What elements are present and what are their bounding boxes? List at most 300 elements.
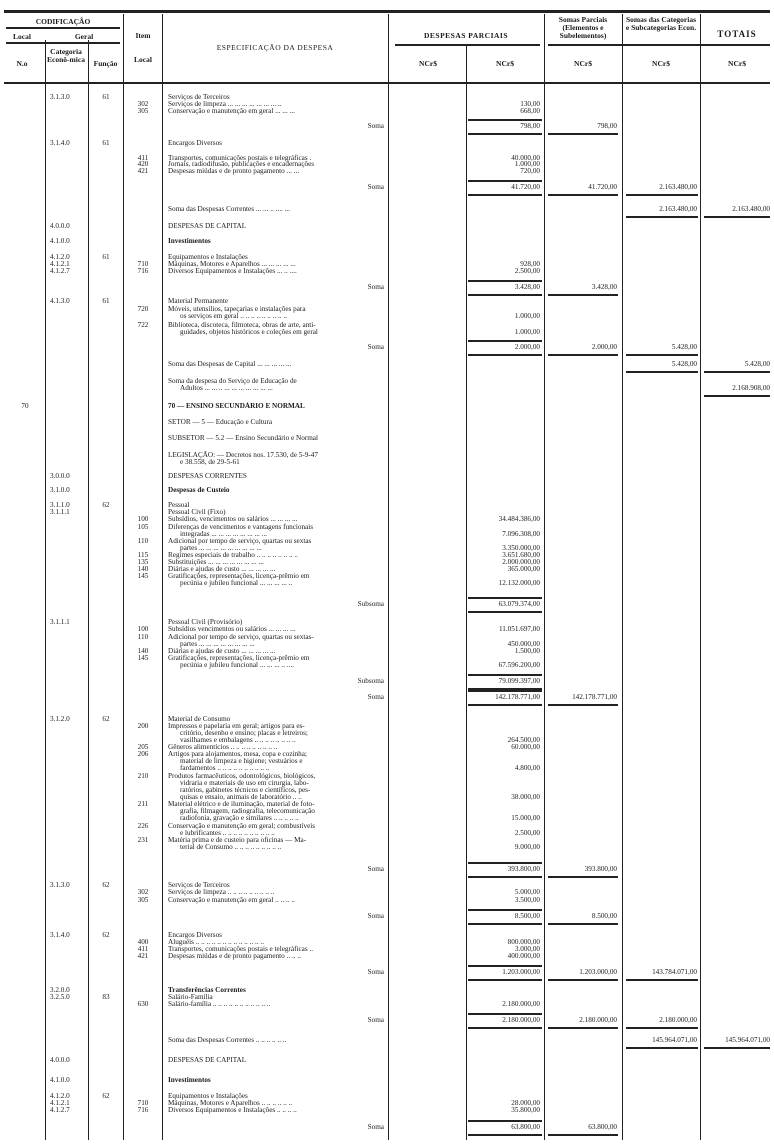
total-value: 5.428,00 xyxy=(744,360,770,368)
partial-expense-value: 142.178.771,00 xyxy=(495,693,540,701)
specification-text: ratórios, gabinetes técnicos e científicos, pes- xyxy=(180,786,311,794)
item-code: 716 xyxy=(137,1106,149,1114)
specification-text: Soma xyxy=(367,183,384,191)
partial-expense-value: 3.651.680,00 xyxy=(502,551,540,559)
partial-expense-value: 798,00 xyxy=(520,122,540,130)
sum-rule xyxy=(468,119,542,121)
sum-rule xyxy=(626,354,698,356)
specification-text: Subsoma xyxy=(357,677,384,685)
rule xyxy=(548,44,770,46)
specification-text: Salário-família .. .. .. .. .. .. .. .. .. .. .. xyxy=(168,1000,271,1008)
specification-text: Adultos ... ... .. ... ... ... ... ... ... ... xyxy=(180,384,273,392)
sum-rule xyxy=(548,1027,618,1029)
economic-category-code: 3.1.3.0 xyxy=(50,881,70,889)
sum-rule xyxy=(548,876,618,878)
specification-text: partes ... ... ... ... ... ... ... ... xyxy=(180,640,255,648)
currency-label: NCr$ xyxy=(496,59,514,68)
specification-text: DESPESAS DE CAPITAL xyxy=(168,1056,247,1064)
partial-expense-value: 9.000,00 xyxy=(514,843,540,851)
specification-text: Investimentos xyxy=(168,237,211,245)
sum-rule xyxy=(468,194,542,196)
sum-rule xyxy=(548,923,618,925)
economic-category-code: 3.1.2.0 xyxy=(50,715,70,723)
item-code: 302 xyxy=(137,100,149,108)
specification-text: fardamentos .. .. .. .. .. .. .. .. .. .. xyxy=(180,764,270,772)
partial-expense-value: 28.000,00 xyxy=(511,1099,540,1107)
sum-rule xyxy=(468,876,542,878)
sum-rule xyxy=(626,371,698,373)
partial-expense-value: 40.000,00 xyxy=(511,154,540,162)
specification-text: DESPESAS DE CAPITAL xyxy=(168,222,247,230)
item-code: 411 xyxy=(137,154,149,162)
specification-text: Serviços de limpeza ... ... ... ... ... ... ... .. xyxy=(168,100,282,108)
header-item-local: Local xyxy=(134,55,152,64)
rule xyxy=(6,42,120,44)
item-code: 710 xyxy=(137,1099,149,1107)
partial-sum-value: 63.800,00 xyxy=(588,1123,617,1131)
specification-text: DESPESAS CORRENTES xyxy=(168,472,247,480)
column-rule xyxy=(162,14,163,1140)
economic-category-code: 4.0.0.0 xyxy=(50,222,70,230)
economic-category-code: 3.1.1.0 xyxy=(50,501,70,509)
sum-rule xyxy=(468,909,542,911)
specification-text: SUBSETOR — 5.2 — Ensino Secundário e Normal xyxy=(168,434,318,442)
item-code: 210 xyxy=(137,772,149,780)
item-code: 205 xyxy=(137,743,149,751)
specification-text: partes ... ... ... ... ... ... ... ... ... xyxy=(180,544,262,552)
economic-category-code: 3.1.1.1 xyxy=(50,618,70,626)
specification-text: Máquinas, Motores e Aparelhos ... ... ... ... ... xyxy=(168,260,296,268)
partial-sum-value: 798,00 xyxy=(597,122,617,130)
economic-category-code: 3.1.0.0 xyxy=(50,486,70,494)
sum-rule xyxy=(468,1027,542,1029)
partial-expense-value: 2.180.000,00 xyxy=(502,1016,540,1024)
total-value: 2.163.480,00 xyxy=(732,205,770,213)
header-bottom-rule xyxy=(4,82,770,84)
sum-rule xyxy=(468,690,542,692)
sum-rule xyxy=(468,862,542,864)
currency-label: NCr$ xyxy=(419,59,437,68)
specification-text: Transportes, comunicações postais e telegráficas . xyxy=(168,154,312,162)
currency-label: NCr$ xyxy=(728,59,746,68)
item-code: 115 xyxy=(137,551,149,559)
category-sum-value: 2.163.480,00 xyxy=(659,205,697,213)
total-value: 145.964.071,00 xyxy=(725,1036,770,1044)
item-code: 100 xyxy=(137,515,149,523)
partial-expense-value: 35.800,00 xyxy=(511,1106,540,1114)
item-code: 400 xyxy=(137,938,149,946)
header-codificacao: CODIFICAÇÃO xyxy=(35,17,91,26)
item-code: 135 xyxy=(137,558,149,566)
specification-text: Gratificações, representações, licença-prêmio em xyxy=(168,572,310,580)
function-code: 61 xyxy=(102,139,110,147)
partial-expense-value: 1.000,00 xyxy=(514,160,540,168)
specification-text: Serviços de Terceiros xyxy=(168,881,230,889)
specification-text: Pessoal Civil (Provisório) xyxy=(168,618,243,626)
partial-expense-value: 130,00 xyxy=(520,100,540,108)
item-code: 110 xyxy=(137,537,149,545)
specification-text: Diversos Equipamentos e Instalações .. .. .. .. xyxy=(168,1106,297,1114)
item-code: 200 xyxy=(137,722,149,730)
partial-expense-value: 2.500,00 xyxy=(514,829,540,837)
currency-label: NCr$ xyxy=(652,59,670,68)
partial-sum-value: 142.178.771,00 xyxy=(572,693,617,701)
specification-text: Soma xyxy=(367,122,384,130)
specification-text: Subsídios, vencimentos ou salários ... ... ... ... xyxy=(168,515,298,523)
economic-category-code: 4.1.3.0 xyxy=(50,297,70,305)
specification-text: Equipamentos e Instalações xyxy=(168,253,248,261)
partial-sum-value: 393.800,00 xyxy=(584,865,617,873)
specification-text: Despesas miúdas e de pronto pagamento ... ... xyxy=(168,167,300,175)
economic-category-code: 4.1.2.7 xyxy=(50,267,70,275)
sum-rule xyxy=(626,1027,698,1029)
item-code: 420 xyxy=(137,160,149,168)
specification-text: Diversos Equipamentos e Instalações ... .. .... xyxy=(168,267,297,275)
top-rule xyxy=(4,10,770,13)
item-code: 630 xyxy=(137,1000,149,1008)
economic-category-code: 3.1.4.0 xyxy=(50,139,70,147)
partial-expense-value: 5.000,00 xyxy=(514,888,540,896)
specification-text: Biblioteca, discoteca, filmoteca, obras de arte, anti- xyxy=(168,321,316,329)
specification-text: Conservação e manutenção em geral ... ... ... xyxy=(168,107,295,115)
item-code: 145 xyxy=(137,654,149,662)
specification-text: Pessoal Civil (Fixo) xyxy=(168,508,226,516)
partial-expense-value: 63.800,00 xyxy=(511,1123,540,1131)
partial-expense-value: 2.000,00 xyxy=(514,343,540,351)
function-code: 62 xyxy=(102,715,110,723)
sum-rule xyxy=(468,280,542,282)
partial-expense-value: 3.350.000,00 xyxy=(502,544,540,552)
category-sum-value: 2.180.000,00 xyxy=(659,1016,697,1024)
specification-text: Matéria prima e de custeio para oficinas — Ma- xyxy=(168,836,307,844)
specification-text: Adicional por tempo de serviço, quartas ou sextas- xyxy=(168,633,314,641)
specification-text: Diárias e ajudas de custo ... ... ... ... ... xyxy=(168,647,276,655)
partial-sum-value: 2.180.000,00 xyxy=(579,1016,617,1024)
category-sum-value: 5.428,00 xyxy=(671,360,697,368)
column-rule xyxy=(700,14,701,1140)
economic-category-code: 4.1.2.1 xyxy=(50,260,70,268)
specification-text: vidraria e materiais de uso em cirurgia, labo- xyxy=(180,779,309,787)
partial-expense-value: 365.000,00 xyxy=(507,565,540,573)
header-funcao: Função xyxy=(93,59,118,68)
sum-rule xyxy=(548,704,618,706)
item-code: 100 xyxy=(137,625,149,633)
header-despesas-parciais: DESPESAS PARCIAIS xyxy=(423,31,508,40)
sum-rule xyxy=(468,1120,542,1122)
specification-text: Material Permanente xyxy=(168,297,229,305)
sum-rule xyxy=(468,979,542,981)
specification-text: Artigos para alojamentos, mesa, copa e cozinha; xyxy=(168,750,307,758)
specification-text: Jornais, radiodifusão, publicações e encadernações xyxy=(168,160,315,168)
specification-text: Máquinas, Motores e Aparelhos .. .. .. .. .. .. xyxy=(168,1099,293,1107)
sum-rule xyxy=(704,1047,770,1049)
specification-text: SETOR — 5 — Educação e Cultura xyxy=(168,418,273,426)
item-code: 211 xyxy=(137,800,149,808)
sum-rule xyxy=(468,1013,542,1015)
economic-category-code: 3.0.0.0 xyxy=(50,472,70,480)
sum-rule xyxy=(704,216,770,218)
economic-category-code: 3.1.3.0 xyxy=(50,93,70,101)
function-code: 62 xyxy=(102,881,110,889)
partial-expense-value: 12.132.000,00 xyxy=(498,579,540,587)
category-sum-value: 2.163.480,00 xyxy=(659,183,697,191)
partial-expense-value: 2.180.000,00 xyxy=(502,1000,540,1008)
item-code: 305 xyxy=(137,896,149,904)
specification-text: Diferenças de vencimentos e vantagens funcionais xyxy=(168,523,314,531)
column-rule xyxy=(123,14,124,1140)
economic-category-code: 4.1.2.1 xyxy=(50,1099,70,1107)
specification-text: material de limpeza e higiene; vestuários e xyxy=(180,757,303,765)
sum-rule xyxy=(468,340,542,342)
sum-rule xyxy=(548,979,618,981)
partial-expense-value: 2.000.000,00 xyxy=(502,558,540,566)
function-code: 61 xyxy=(102,297,110,305)
specification-text: quisas e ensaio, animais de laboratório .. .. xyxy=(180,793,302,801)
specification-text: Soma xyxy=(367,1016,384,1024)
specification-text: Soma das Despesas de Capital ... ... ... ... ... xyxy=(168,360,292,368)
partial-expense-value: 3.000,00 xyxy=(514,945,540,953)
item-code: 411 xyxy=(137,945,149,953)
partial-expense-value: 1.000,00 xyxy=(514,312,540,320)
header-geral: Geral xyxy=(74,32,94,41)
item-code: 145 xyxy=(137,572,149,580)
sum-rule xyxy=(548,194,618,196)
partial-expense-value: 800.000,00 xyxy=(507,938,540,946)
sum-rule xyxy=(548,1134,618,1136)
partial-expense-value: 1.500,00 xyxy=(514,647,540,655)
category-sum-value: 143.784.071,00 xyxy=(652,968,697,976)
sum-rule xyxy=(468,133,542,135)
item-code: 421 xyxy=(137,952,149,960)
economic-category-code: 4.1.2.7 xyxy=(50,1106,70,1114)
partial-expense-value: 3.428,00 xyxy=(514,283,540,291)
header-categoria: Categoria Econô-mica xyxy=(47,47,85,64)
sum-rule xyxy=(468,611,542,613)
category-sum-value: 5.428,00 xyxy=(671,343,697,351)
sum-rule xyxy=(626,194,698,196)
specification-text: LEGISLAÇÃO: — Decretos nos. 17.530, de 5-9-47 xyxy=(168,451,318,459)
economic-category-code: 3.1.1.1 xyxy=(50,508,70,516)
specification-text: Subsídios vencimentos ou salários ... ... ... ... xyxy=(168,625,296,633)
specification-text: Gratificações, representações, licença-prêmio em xyxy=(168,654,310,662)
specification-text: Material elétrico e de iluminação, material de foto- xyxy=(168,800,315,808)
sum-rule xyxy=(626,216,698,218)
specification-text: Despesas de Custeio xyxy=(168,486,230,494)
sum-rule xyxy=(548,133,618,135)
partial-expense-value: 1.203.000,00 xyxy=(502,968,540,976)
partial-expense-value: 41.720,00 xyxy=(511,183,540,191)
partial-expense-value: 8.500,00 xyxy=(514,912,540,920)
item-code: 421 xyxy=(137,167,149,175)
specification-text: terial de Consumo .. .. .. .. .. .. .. .. .. xyxy=(180,843,282,851)
partial-expense-value: 3.500,00 xyxy=(514,896,540,904)
economic-category-code: 3.2.5.0 xyxy=(50,993,70,1001)
partial-expense-value: 393.800,00 xyxy=(507,865,540,873)
column-rule xyxy=(45,40,46,1140)
item-code: 305 xyxy=(137,107,149,115)
partial-expense-value: 928,00 xyxy=(520,260,540,268)
partial-sum-value: 41.720,00 xyxy=(588,183,617,191)
header-somas-categorias: Somas das Categorias e Subcategorias Econ. xyxy=(625,15,697,32)
partial-expense-value: 4.800,00 xyxy=(514,764,540,772)
rule xyxy=(395,44,540,46)
sum-rule xyxy=(704,371,770,373)
specification-text: Aluguéis .. .. .. .. .. .. .. .. .. .. .. .. .. xyxy=(168,938,265,946)
column-rule xyxy=(388,14,389,1140)
header-no: N.o xyxy=(16,59,28,68)
partial-expense-value: 400.000,00 xyxy=(507,952,540,960)
partial-expense-value: 1.000,00 xyxy=(514,328,540,336)
sum-rule xyxy=(468,965,542,967)
specification-text: Conservação e manutenção em geral; combustíveis xyxy=(168,822,316,830)
specification-text: Diárias e ajudas de custo ... ... ... ... ... xyxy=(168,565,276,573)
item-code: 110 xyxy=(137,633,149,641)
specification-text: grafia, filmagem, radiografia, telecomunicação xyxy=(180,807,315,815)
header-especificacao: ESPECIFICAÇÃO DA DESPESA xyxy=(216,43,334,52)
specification-text: Serviços de limpeza .. .. .. .. .. .. .. .. .. xyxy=(168,888,275,896)
specification-text: Pessoal xyxy=(168,501,190,509)
item-code: 720 xyxy=(137,305,149,313)
specification-text: os serviços em geral .. .. .. .. .. .. .. .. .. xyxy=(180,312,287,320)
rule xyxy=(6,27,120,29)
specification-text: Soma xyxy=(367,1123,384,1131)
header-totais: TOTAIS xyxy=(717,29,757,39)
specification-text: Impressos e papelaria em geral; artigos para es- xyxy=(168,722,305,730)
sum-rule xyxy=(468,704,542,706)
specification-text: critório, desenho e ensino; placas e letreiros; xyxy=(180,729,308,737)
partial-expense-value: 11.051.697,00 xyxy=(498,625,540,633)
specification-text: Soma da despesa do Serviço de Educação de xyxy=(168,377,297,385)
economic-category-code: 4.1.0.0 xyxy=(50,237,70,245)
economic-category-code: 3.2.0.0 xyxy=(50,986,70,994)
economic-category-code: 4.1.2.0 xyxy=(50,253,70,261)
partial-expense-value: 67.596.200,00 xyxy=(498,661,540,669)
specification-text: Salário-Família xyxy=(168,993,213,1001)
partial-sum-value: 3.428,00 xyxy=(591,283,617,291)
economic-category-code: 4.1.2.0 xyxy=(50,1092,70,1100)
sum-rule xyxy=(468,1134,542,1136)
specification-text: Soma das Despesas Correntes ... ... .. .... ... xyxy=(168,205,290,213)
item-code: 140 xyxy=(137,647,149,655)
specification-text: Substituições ... ... ... ... ... ... ... ... xyxy=(168,558,264,566)
specification-text: Investimentos xyxy=(168,1076,211,1084)
partial-sum-value: 2.000,00 xyxy=(591,343,617,351)
specification-text: Transportes, comunicações postais e telegráficas .. xyxy=(168,945,314,953)
specification-text: Encargos Diversos xyxy=(168,139,222,147)
sum-rule xyxy=(468,597,542,599)
local-number: 70 xyxy=(21,402,29,410)
specification-text: Móveis, utensílios, tapeçarias e instalações para xyxy=(168,305,306,313)
specification-text: pecúnia e jubileu funcional ... ... ... ... .. xyxy=(180,579,293,587)
partial-expense-value: 720,00 xyxy=(520,167,540,175)
specification-text: Soma xyxy=(367,912,384,920)
sum-rule xyxy=(468,354,542,356)
item-code: 140 xyxy=(137,565,149,573)
specification-text: Soma xyxy=(367,283,384,291)
partial-expense-value: 38.000,00 xyxy=(511,793,540,801)
total-value: 2.168.908,00 xyxy=(732,384,770,392)
specification-text: Subsoma xyxy=(357,600,384,608)
specification-text: integradas ... ... ... ... ... ... ... ... xyxy=(180,530,268,538)
category-sum-value: 145.964.071,00 xyxy=(652,1036,697,1044)
sum-rule xyxy=(468,180,542,182)
partial-expense-value: 7.096.308,00 xyxy=(502,530,540,538)
item-code: 710 xyxy=(137,260,149,268)
specification-text: Adicional por tempo de serviço, quartas ou sextas xyxy=(168,537,312,545)
header-somas-parciais: Somas Parciais (Elementos e Subelementos) xyxy=(558,15,608,40)
specification-text: Soma das Despesas Correntes .. .. .. .. .. .. xyxy=(168,1036,287,1044)
specification-text: Soma xyxy=(367,865,384,873)
partial-expense-value: 79.099.397,00 xyxy=(498,677,540,685)
function-code: 61 xyxy=(102,93,110,101)
sum-rule xyxy=(548,354,618,356)
item-code: 226 xyxy=(137,822,149,830)
economic-category-code: 4.0.0.0 xyxy=(50,1056,70,1064)
specification-text: vasilhames e embalagens .. .. .. .. .. .. .. .. xyxy=(180,736,296,744)
partial-sum-value: 1.203.000,00 xyxy=(579,968,617,976)
partial-expense-value: 450.000,00 xyxy=(507,640,540,648)
column-rule xyxy=(88,40,89,1140)
specification-text: Serviços de Terceiros xyxy=(168,93,230,101)
specification-text: Soma xyxy=(367,693,384,701)
specification-text: Despesas miúdas e de pronto pagamento .. .. .. xyxy=(168,952,301,960)
header-item: Item xyxy=(135,31,151,40)
specification-text: Material de Consumo xyxy=(168,715,231,723)
specification-text: Gêneros alimentícios .. .. .. .. .. .. .. .. .. xyxy=(168,743,278,751)
item-code: 716 xyxy=(137,267,149,275)
sum-rule xyxy=(626,1047,698,1049)
sum-rule xyxy=(626,979,698,981)
specification-text: e lubrificantes .. .. .. .. .. .. .. .. .. .. xyxy=(180,829,275,837)
partial-sum-value: 8.500,00 xyxy=(591,912,617,920)
partial-expense-value: 34.484.386,00 xyxy=(498,515,540,523)
specification-text: guidades, objetos históricos e coleções em geral xyxy=(180,328,318,336)
specification-text: Soma xyxy=(367,343,384,351)
economic-category-code: 4.1.0.0 xyxy=(50,1076,70,1084)
header-local: Local xyxy=(13,32,31,41)
function-code: 62 xyxy=(102,931,110,939)
item-code: 231 xyxy=(137,836,149,844)
specification-text: Soma xyxy=(367,968,384,976)
specification-text: e 38.558, de 29-5-61 xyxy=(180,458,240,466)
sum-rule xyxy=(704,395,770,397)
specification-text: Transferências Correntes xyxy=(168,986,246,994)
function-code: 62 xyxy=(102,1092,110,1100)
partial-expense-value: 63.079.374,00 xyxy=(498,600,540,608)
sum-rule xyxy=(548,294,618,296)
partial-expense-value: 15.000,00 xyxy=(511,814,540,822)
partial-expense-value: 60.000,00 xyxy=(511,743,540,751)
function-code: 62 xyxy=(102,501,110,509)
sum-rule xyxy=(468,923,542,925)
specification-text: pecúnia e jubileu funcional ... ... ... .. .... xyxy=(180,661,294,669)
sum-rule xyxy=(468,674,542,676)
partial-expense-value: 2.500,00 xyxy=(514,267,540,275)
specification-text: 70 — ENSINO SECUNDÁRIO E NORMAL xyxy=(168,402,305,410)
specification-text: Encargos Diversos xyxy=(168,931,222,939)
specification-text: Conservação e manutenção em geral .. .. .. .. xyxy=(168,896,295,904)
sum-rule xyxy=(468,294,542,296)
item-code: 302 xyxy=(137,888,149,896)
specification-text: Regimes especiais de trabalho .. .. .. .. .. .. .. .. xyxy=(168,551,298,559)
item-code: 722 xyxy=(137,321,149,329)
specification-text: radiofonia, gravação e similares .. .. .. .. .. xyxy=(180,814,299,822)
function-code: 61 xyxy=(102,253,110,261)
currency-label: NCr$ xyxy=(574,59,592,68)
specification-text: Equipamentos e Instalações xyxy=(168,1092,248,1100)
economic-category-code: 3.1.4.0 xyxy=(50,931,70,939)
item-code: 105 xyxy=(137,523,149,531)
